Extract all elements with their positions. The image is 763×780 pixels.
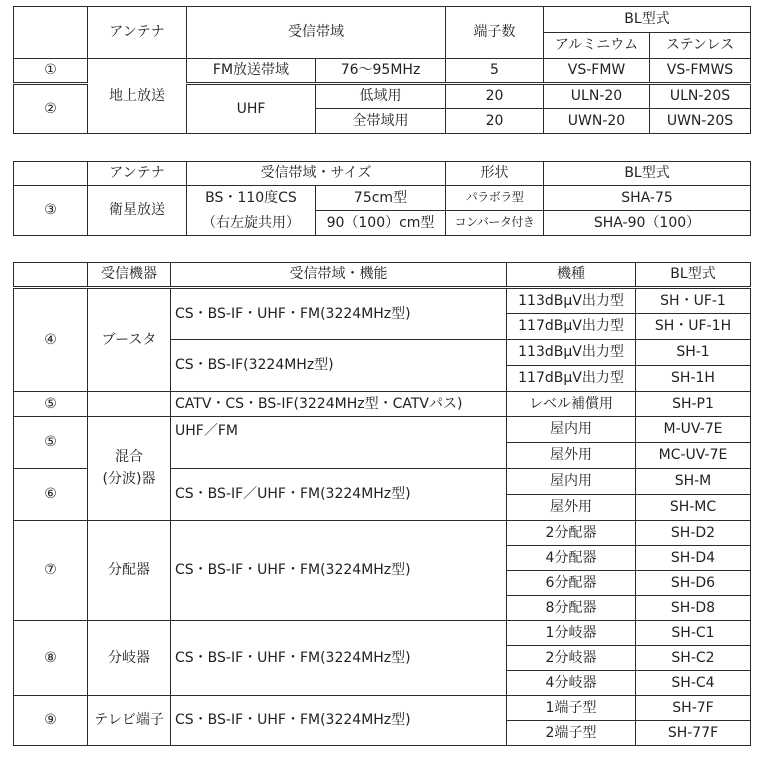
model-cell: 1分岐器 — [507, 621, 636, 646]
stainless-model: VS-FMWS — [650, 59, 751, 84]
row-number: ③ — [14, 186, 88, 236]
stainless-model: UWN-20S — [650, 109, 751, 134]
bl-model: MC-UV-7E — [636, 443, 751, 469]
bl-model: SH-1H — [636, 366, 751, 392]
header-aluminum: アルミニウム — [544, 33, 650, 59]
bl-model: SH-C4 — [636, 671, 751, 696]
aluminum-model: UWN-20 — [544, 109, 650, 134]
model-cell: 屋外用 — [507, 443, 636, 469]
row-number: ⑨ — [14, 696, 88, 746]
header-bl: BL型式 — [636, 263, 751, 288]
header-blank — [14, 7, 88, 59]
header-antenna: アンテナ — [88, 7, 187, 59]
band-note-cell: （右左旋共用） — [187, 211, 316, 236]
aluminum-model: ULN-20 — [544, 84, 650, 109]
model-cell: 屋外用 — [507, 495, 636, 521]
band-function-cell: CS・BS-IF(3224MHz型) — [171, 340, 507, 392]
row-number: ⑤ — [14, 392, 88, 417]
header-device: 受信機器 — [88, 263, 171, 288]
row-number: ④ — [14, 288, 88, 392]
antenna-type: 地上放送 — [88, 59, 187, 134]
band-cell: UHF — [187, 84, 316, 134]
bl-model: SHA-90（100） — [544, 211, 751, 236]
bl-model: SH-M — [636, 469, 751, 495]
band-sub-cell: 全帯域用 — [316, 109, 446, 134]
header-terminals: 端子数 — [446, 7, 544, 59]
device-type: 分岐器 — [88, 621, 171, 696]
bl-model: SH-D4 — [636, 546, 751, 571]
size-cell: 75cm型 — [316, 186, 446, 211]
bl-model: SH-MC — [636, 495, 751, 521]
band-cell: BS・110度CS — [187, 186, 316, 211]
device-type-line-1: 混合 — [115, 449, 143, 465]
header-blank — [14, 162, 88, 186]
row-number: ⑥ — [14, 469, 88, 521]
model-cell: 4分岐器 — [507, 671, 636, 696]
model-cell: 117dBμV出力型 — [507, 314, 636, 340]
model-cell: 113dBμV出力型 — [507, 340, 636, 366]
size-cell: 90（100）cm型 — [316, 211, 446, 236]
bl-model: SHA-75 — [544, 186, 751, 211]
header-band-size: 受信帯域・サイズ — [187, 162, 446, 186]
band-sub-cell: 76〜95MHz — [316, 59, 446, 84]
model-cell: 117dBμV出力型 — [507, 366, 636, 392]
model-cell: 6分配器 — [507, 571, 636, 596]
device-type — [88, 417, 171, 521]
antenna-type: 衛星放送 — [88, 186, 187, 236]
model-cell: 113dBμV出力型 — [507, 288, 636, 314]
device-type-line-2: (分波)器 — [102, 470, 156, 487]
band-function-cell: CS・BS-IF・UHF・FM(3224MHz型) — [171, 621, 507, 696]
row-number: ⑧ — [14, 621, 88, 696]
antenna-table-satellite — [13, 161, 751, 236]
bl-model: SH-C2 — [636, 646, 751, 671]
terminals-cell: 5 — [446, 59, 544, 84]
header-model: 機種 — [507, 263, 636, 288]
model-cell: 屋内用 — [507, 469, 636, 495]
header-blank — [14, 263, 88, 288]
header-shape: 形状 — [446, 162, 544, 186]
stainless-model: ULN-20S — [650, 84, 751, 109]
header-band: 受信帯域 — [187, 7, 446, 59]
bl-model: SH-D6 — [636, 571, 751, 596]
shape-cell: コンバータ付き — [446, 211, 544, 236]
terminals-cell: 20 — [446, 84, 544, 109]
bl-model: SH-1 — [636, 340, 751, 366]
bl-model: SH-P1 — [636, 392, 751, 417]
band-sub-cell: 低域用 — [316, 84, 446, 109]
antenna-table-terrestrial — [13, 6, 751, 134]
model-cell: 1端子型 — [507, 696, 636, 721]
terminals-cell: 20 — [446, 109, 544, 134]
band-function-cell: CS・BS-IF／UHF・FM(3224MHz型) — [171, 469, 507, 521]
bl-model: SH-C1 — [636, 621, 751, 646]
bl-model: SH・UF-1H — [636, 314, 751, 340]
row-number: ⑦ — [14, 521, 88, 621]
band-cell: FM放送帯域 — [187, 59, 316, 84]
band-function-cell: UHF／FM — [171, 417, 507, 469]
row-number: ① — [14, 59, 88, 84]
row-number: ⑤ — [14, 417, 88, 469]
model-cell: レベル補償用 — [507, 392, 636, 417]
device-type: 分配器 — [88, 521, 171, 621]
bl-model: SH-D2 — [636, 521, 751, 546]
header-bl: BL型式 — [544, 7, 751, 33]
bl-model: SH-7F — [636, 696, 751, 721]
aluminum-model: VS-FMW — [544, 59, 650, 84]
row-number: ② — [14, 84, 88, 134]
band-function-cell: CS・BS-IF・UHF・FM(3224MHz型) — [171, 288, 507, 340]
device-type: ブースタ — [88, 288, 171, 392]
bl-model: SH-77F — [636, 721, 751, 746]
model-cell: 8分配器 — [507, 596, 636, 621]
shape-cell: パラボラ型 — [446, 186, 544, 211]
header-stainless: ステンレス — [650, 33, 751, 59]
header-antenna: アンテナ — [88, 162, 187, 186]
model-cell: 屋内用 — [507, 417, 636, 443]
header-band-function: 受信帯域・機能 — [171, 263, 507, 288]
header-bl: BL型式 — [544, 162, 751, 186]
bl-model: M-UV-7E — [636, 417, 751, 443]
device-type-empty — [88, 392, 171, 417]
bl-model: SH・UF-1 — [636, 288, 751, 314]
model-cell: 2分配器 — [507, 521, 636, 546]
model-cell: 4分配器 — [507, 546, 636, 571]
device-type: テレビ端子 — [88, 696, 171, 746]
band-function-cell: CATV・CS・BS-IF(3224MHz型・CATVパス) — [171, 392, 507, 417]
device-table — [13, 262, 751, 746]
bl-model: SH-D8 — [636, 596, 751, 621]
model-cell: 2端子型 — [507, 721, 636, 746]
model-cell: 2分岐器 — [507, 646, 636, 671]
band-function-cell: CS・BS-IF・UHF・FM(3224MHz型) — [171, 521, 507, 621]
band-function-cell: CS・BS-IF・UHF・FM(3224MHz型) — [171, 696, 507, 746]
